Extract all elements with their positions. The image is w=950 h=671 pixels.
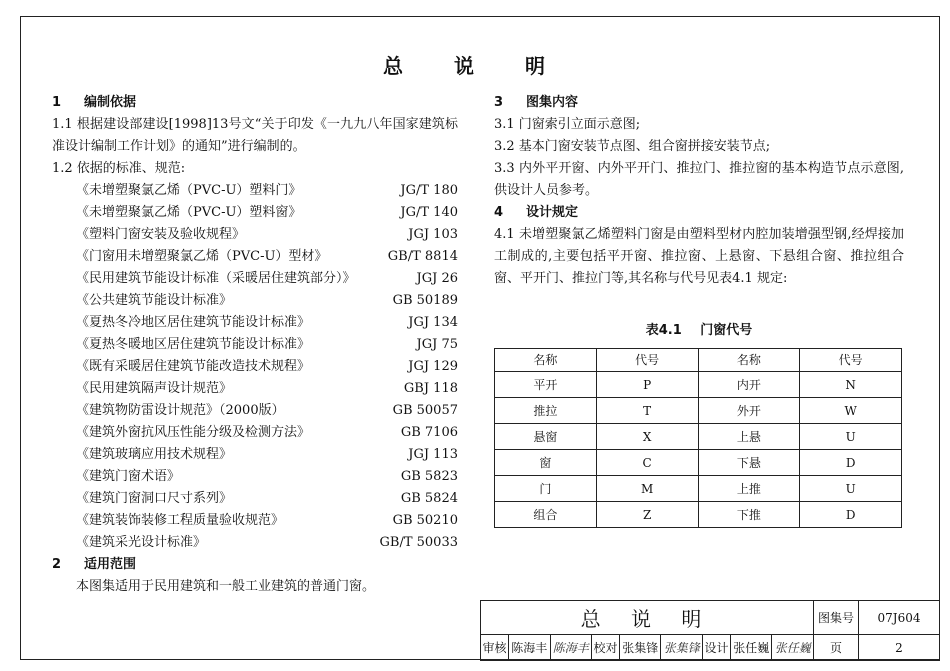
standard-name: 《塑料门窗安装及验收规程》 (76, 227, 246, 242)
standard-name: 《公共建筑节能设计标准》 (76, 293, 233, 308)
standard-item (76, 224, 458, 246)
table-header: 名称 (698, 349, 800, 372)
paragraph-4-1: 4.1 未增塑聚氯乙烯塑料门窗是由塑料型材内腔加装增强型钢,经焊接加工制成的,主要包括平开窗、推拉窗、上悬窗、下悬组合窗、推拉组合窗、平开门、推拉门等,其名称与代号见表4.1 规定: (494, 227, 904, 286)
standard-code: GB/T 50033 (379, 535, 458, 550)
standard-code: JG/T 140 (400, 205, 458, 220)
standard-name: 《夏热冬冷地区居住建筑节能设计标准》 (76, 315, 311, 330)
table-cell: 悬窗 (495, 424, 597, 450)
standard-code: GB/T 8814 (387, 249, 458, 264)
standard-item (76, 510, 458, 532)
standard-name: 《既有采暖居住建筑节能改造技术规程》 (76, 359, 311, 374)
table-cell: D (800, 450, 902, 476)
table-cell: D (800, 502, 902, 528)
table-row (495, 476, 902, 502)
design-name: 张任巍 (730, 635, 771, 661)
table-row (495, 398, 902, 424)
paragraph-1-1: 1.1 根据建设部建设[1998]13号文“关于印发《一九九八年国家建筑标准设计编制工作计划》的通知”进行编制的。 (52, 117, 458, 154)
table-row (495, 502, 902, 528)
review-name: 陈海丰 (509, 635, 550, 661)
paragraph-3-1: 3.1 门窗索引立面示意图; (494, 117, 641, 132)
standard-item (76, 444, 458, 466)
table-caption: 表4.1 门窗代号 (645, 323, 753, 338)
review-signature: 陈海丰 (550, 635, 591, 661)
section-title: 设计规定 (526, 205, 579, 220)
right-column (494, 92, 904, 528)
check-name: 张集锋 (620, 635, 661, 661)
standard-item (76, 378, 458, 400)
section-title: 编制依据 (84, 95, 137, 110)
table-cell: T (596, 398, 698, 424)
table-header: 代号 (596, 349, 698, 372)
standard-name: 《建筑采光设计标准》 (76, 535, 207, 550)
table-cell: 内开 (698, 372, 800, 398)
paragraph-3-2: 3.2 基本门窗安装节点图、组合窗拼接安装节点; (494, 139, 771, 154)
review-label: 审核 (481, 635, 509, 661)
standard-name: 《门窗用未增塑聚氯乙烯（PVC-U）型材》 (76, 249, 328, 264)
table-cell: N (800, 372, 902, 398)
standard-code: JGJ 129 (408, 359, 458, 374)
standard-item (76, 466, 458, 488)
section-title: 适用范围 (84, 557, 137, 572)
check-signature: 张集锋 (661, 635, 702, 661)
standard-name: 《夏热冬暖地区居住建筑节能设计标准》 (76, 337, 311, 352)
standard-code: JGJ 75 (416, 337, 458, 352)
standard-name: 《建筑门窗洞口尺寸系列》 (76, 491, 233, 506)
standard-code: JGJ 134 (408, 315, 458, 330)
standard-item (76, 334, 458, 356)
design-label: 设计 (702, 635, 730, 661)
title-block-title: 总 说 明 (481, 601, 814, 635)
table-header: 名称 (495, 349, 597, 372)
table-cell: 上悬 (698, 424, 800, 450)
section-number: 2 (52, 557, 62, 572)
standard-name: 《未增塑聚氯乙烯（PVC-U）塑料窗》 (76, 205, 302, 220)
standard-code: JGJ 103 (408, 227, 458, 242)
page-number: 2 (859, 635, 940, 661)
table-row (495, 450, 902, 476)
table-row (495, 372, 902, 398)
standard-name: 《未增塑聚氯乙烯（PVC-U）塑料门》 (76, 183, 302, 198)
table-cell: X (596, 424, 698, 450)
standard-name: 《建筑装饰装修工程质量验收规范》 (76, 513, 285, 528)
standard-code: GB 7106 (400, 425, 458, 440)
table-header-row (495, 349, 902, 372)
standard-item (76, 312, 458, 334)
standard-item (76, 422, 458, 444)
standard-name: 《建筑门窗术语》 (76, 469, 181, 484)
atlas-number-value: 07J604 (859, 601, 940, 635)
standard-code: GBJ 118 (403, 381, 458, 396)
table-cell: 平开 (495, 372, 597, 398)
section-number: 1 (52, 95, 62, 110)
standard-item (76, 356, 458, 378)
design-signature: 张任巍 (772, 635, 814, 661)
table-cell: Z (596, 502, 698, 528)
paragraph-1-2: 1.2 依据的标准、规范: (52, 161, 186, 176)
standard-item (76, 180, 458, 202)
standard-item (76, 246, 458, 268)
table-cell: W (800, 398, 902, 424)
standard-item (76, 400, 458, 422)
standard-code: GB 50057 (392, 403, 458, 418)
table-cell: 组合 (495, 502, 597, 528)
table-cell: 上推 (698, 476, 800, 502)
table-cell: 外开 (698, 398, 800, 424)
page-label: 页 (814, 635, 859, 661)
standard-name: 《民用建筑隔声设计规范》 (76, 381, 233, 396)
section-number: 4 (494, 205, 504, 220)
standard-name: 《建筑物防雷设计规范》（2000版） (76, 403, 285, 418)
standard-item (76, 532, 458, 554)
standard-item (76, 202, 458, 224)
table-cell: 门 (495, 476, 597, 502)
standard-item (76, 488, 458, 510)
table-cell: U (800, 476, 902, 502)
table-header: 代号 (800, 349, 902, 372)
section-number: 3 (494, 95, 504, 110)
paragraph-3-3: 3.3 内外平开窗、内外平开门、推拉门、推拉窗的基本构造节点示意图,供设计人员参考。 (494, 161, 904, 198)
table-cell: U (800, 424, 902, 450)
standard-item (76, 268, 458, 290)
atlas-number-label: 图集号 (814, 601, 859, 635)
standard-code: GB 5824 (400, 491, 458, 506)
section-1-heading (52, 92, 458, 114)
standard-code: GB 5823 (400, 469, 458, 484)
section-3-heading (494, 92, 904, 114)
table-cell: M (596, 476, 698, 502)
left-column (52, 92, 458, 598)
standard-code: JG/T 180 (400, 183, 458, 198)
section-4-heading (494, 202, 904, 224)
standard-code: JGJ 113 (408, 447, 458, 462)
table-cell: 推拉 (495, 398, 597, 424)
window-code-table (494, 348, 902, 528)
title-block (480, 600, 940, 661)
paragraph-2: 本图集适用于民用建筑和一般工业建筑的普通门窗。 (76, 579, 376, 594)
standard-name: 《建筑外窗抗风压性能分级及检测方法》 (76, 425, 311, 440)
standard-code: GB 50189 (392, 293, 458, 308)
table-cell: 窗 (495, 450, 597, 476)
page-title: 总 说 明 (383, 54, 567, 78)
table-row (495, 424, 902, 450)
table-cell: C (596, 450, 698, 476)
section-2-heading (52, 554, 458, 576)
standard-name: 《建筑玻璃应用技术规程》 (76, 447, 233, 462)
standards-list (52, 180, 458, 554)
standard-item (76, 290, 458, 312)
table-cell: 下推 (698, 502, 800, 528)
section-title: 图集内容 (526, 95, 579, 110)
check-label: 校对 (591, 635, 619, 661)
table-cell: P (596, 372, 698, 398)
table-cell: 下悬 (698, 450, 800, 476)
standard-code: GB 50210 (392, 513, 458, 528)
standard-code: JGJ 26 (416, 271, 458, 286)
standard-name: 《民用建筑节能设计标准（采暖居住建筑部分）》 (76, 271, 356, 286)
